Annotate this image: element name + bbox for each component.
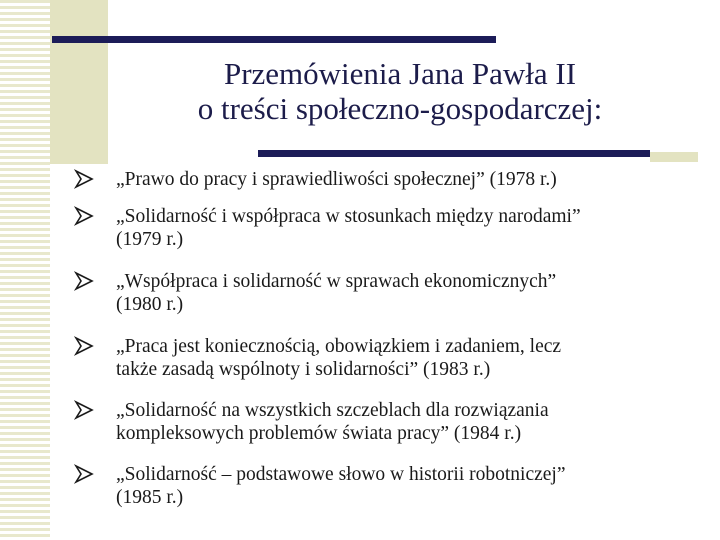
speech-list bbox=[74, 165, 694, 509]
arrow-bullet-icon bbox=[74, 206, 94, 226]
list-item bbox=[74, 168, 694, 191]
title-line-2: o treści społeczno-gospodarczej: bbox=[197, 91, 603, 126]
arrow-bullet-icon bbox=[74, 336, 94, 356]
arrow-bullet-icon bbox=[74, 169, 94, 189]
arrow-bullet-icon bbox=[74, 464, 94, 484]
item-text-line-2: także zasadą wspólnoty i solidarności” (1983 r.) bbox=[116, 359, 491, 380]
arrow-bullet-icon bbox=[74, 400, 94, 420]
arrow-bullet-icon bbox=[74, 271, 94, 291]
item-text-line-1: „Solidarność na wszystkich szczeblach dla rozwiązania bbox=[116, 400, 549, 421]
item-text-line-1: „Solidarność – podstawowe słowo w historii robotniczej” bbox=[116, 464, 566, 485]
list-item bbox=[74, 463, 694, 509]
item-text-line-2: (1985 r.) bbox=[116, 487, 184, 508]
item-text-line-2: (1979 r.) bbox=[116, 229, 184, 250]
title-rule-bottom bbox=[258, 150, 650, 157]
decorative-block-top bbox=[50, 0, 108, 164]
item-text-line-1: „Prawo do pracy i sprawiedliwości społecznej” (1978 r.) bbox=[116, 169, 557, 190]
item-text-line-2: (1980 r.) bbox=[116, 294, 184, 315]
title-line-1: Przemówienia Jana Pawła II bbox=[223, 56, 577, 91]
title-rule-top bbox=[52, 36, 496, 43]
decorative-block-right bbox=[650, 152, 698, 162]
slide-title bbox=[110, 56, 690, 126]
item-text-line-1: „Solidarność i współpraca w stosunkach między narodami” bbox=[116, 206, 581, 227]
list-item bbox=[74, 205, 694, 251]
list-item bbox=[74, 335, 694, 381]
list-item bbox=[74, 399, 694, 445]
item-text-line-1: „Współpraca i solidarność w sprawach ekonomicznych” bbox=[116, 271, 557, 292]
list-item bbox=[74, 270, 694, 316]
decorative-stripes bbox=[0, 0, 50, 540]
item-text-line-2: kompleksowych problemów świata pracy” (1984 r.) bbox=[116, 423, 522, 444]
item-text-line-1: „Praca jest koniecznością, obowiązkiem i zadaniem, lecz bbox=[116, 336, 562, 357]
